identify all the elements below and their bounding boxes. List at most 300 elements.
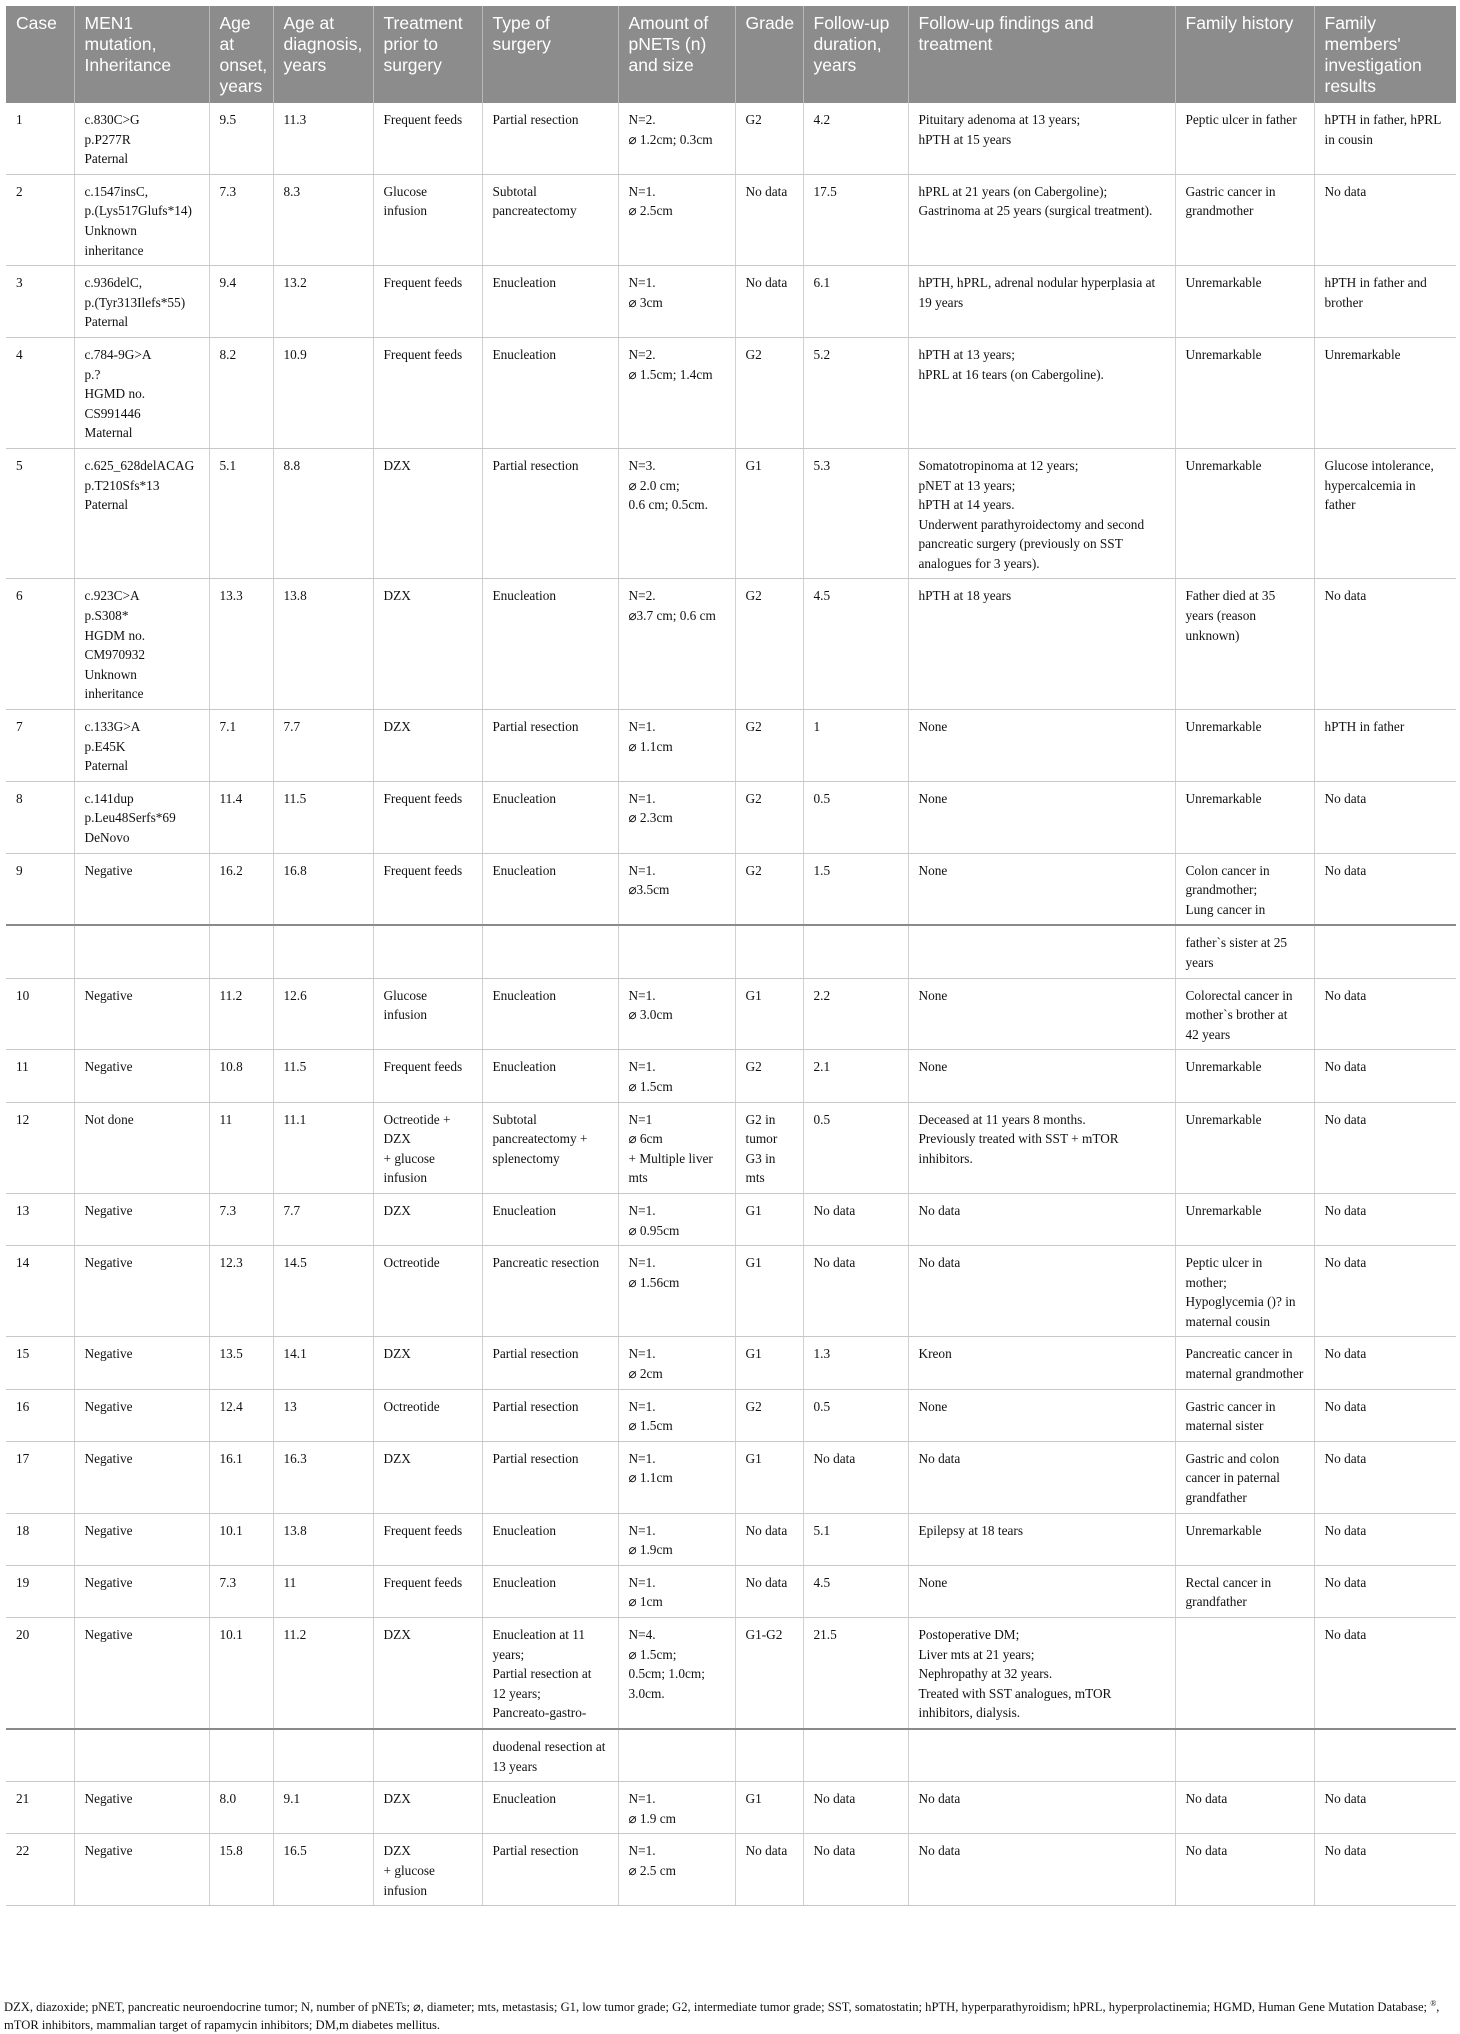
cell-treatment-prior: DZX	[373, 448, 482, 579]
cell-treatment-prior: Glucose infusion	[373, 174, 482, 265]
cell-surgery-type: Enucleation	[482, 1513, 618, 1565]
cell-surgery-type: Subtotal pancreatectomy	[482, 174, 618, 265]
cell-grade: G1	[735, 978, 803, 1050]
cell-pnet-amount: N=1. ⌀ 1.1cm	[618, 710, 735, 782]
table-row	[6, 1834, 1456, 1906]
header-family-investigation: Family members' investigation results	[1314, 6, 1456, 103]
cell-treatment-prior: Frequent feeds	[373, 1513, 482, 1565]
table-row	[6, 1050, 1456, 1102]
cell-age-onset: 10.1	[209, 1618, 273, 1729]
cell-age-onset: 11	[209, 1102, 273, 1193]
cell-surgery-type: Enucleation	[482, 1782, 618, 1834]
table-row	[6, 337, 1456, 448]
cell-followup-duration: No data	[803, 1193, 908, 1245]
cell-surgery-type: Partial resection	[482, 1441, 618, 1513]
table-header	[6, 6, 1456, 103]
cell-grade: G2	[735, 781, 803, 853]
cell-treatment-prior: DZX	[373, 1337, 482, 1389]
cell-family-investigation: No data	[1314, 978, 1456, 1050]
cell-pnet-amount: N=2. ⌀ 1.5cm; 1.4cm	[618, 337, 735, 448]
cell-pnet-amount: N=1. ⌀ 1.9 cm	[618, 1782, 735, 1834]
cell-family-investigation: No data	[1314, 1337, 1456, 1389]
cell-followup-findings: hPTH, hPRL, adrenal nodular hyperplasia at 19 years	[908, 266, 1175, 338]
cell-family-investigation: No data	[1314, 174, 1456, 265]
cell-case: 19	[6, 1565, 74, 1617]
cell-followup-findings: Deceased at 11 years 8 months. Previously treated with SST + mTOR inhibitors.	[908, 1102, 1175, 1193]
header-men1-mutation: MEN1 mutation, Inheritance	[74, 6, 209, 103]
cell-followup-findings: None	[908, 853, 1175, 925]
cell-pnet-amount: N=1 ⌀ 6cm + Multiple liver mts	[618, 1102, 735, 1193]
cell-grade: G1	[735, 1441, 803, 1513]
cell-grade: G2	[735, 103, 803, 174]
cell-men1-mutation: Negative	[74, 978, 209, 1050]
cell-family-history: Rectal cancer in grandfather	[1175, 1565, 1314, 1617]
clinical-data-table-container	[6, 6, 1456, 1906]
cell-case: 21	[6, 1782, 74, 1834]
cell-surgery-type: Enucleation	[482, 337, 618, 448]
cell-family-investigation: No data	[1314, 1441, 1456, 1513]
cell-age-onset	[209, 1729, 273, 1782]
table-row	[6, 1246, 1456, 1337]
cell-case	[6, 925, 74, 978]
cell-pnet-amount: N=1. ⌀ 1.56cm	[618, 1246, 735, 1337]
cell-case: 18	[6, 1513, 74, 1565]
table-row	[6, 1337, 1456, 1389]
cell-age-diagnosis: 16.8	[273, 853, 373, 925]
cell-grade: G1-G2	[735, 1618, 803, 1729]
header-followup-duration: Follow-up duration, years	[803, 6, 908, 103]
cell-age-onset: 7.3	[209, 174, 273, 265]
cell-case: 16	[6, 1389, 74, 1441]
cell-case	[6, 1729, 74, 1782]
cell-pnet-amount: N=3. ⌀ 2.0 cm; 0.6 cm; 0.5cm.	[618, 448, 735, 579]
cell-age-onset: 7.3	[209, 1565, 273, 1617]
cell-age-onset: 9.4	[209, 266, 273, 338]
clinical-data-table	[6, 6, 1456, 1906]
cell-men1-mutation: Negative	[74, 1441, 209, 1513]
cell-pnet-amount	[618, 925, 735, 978]
cell-followup-findings: None	[908, 1565, 1175, 1617]
cell-age-onset	[209, 925, 273, 978]
cell-men1-mutation: Negative	[74, 1834, 209, 1906]
cell-case: 3	[6, 266, 74, 338]
cell-men1-mutation: Negative	[74, 1050, 209, 1102]
cell-surgery-type: Enucleation	[482, 266, 618, 338]
cell-surgery-type: Enucleation	[482, 853, 618, 925]
cell-family-investigation: hPTH in father and brother	[1314, 266, 1456, 338]
cell-family-investigation: Glucose intolerance, hypercalcemia in father	[1314, 448, 1456, 579]
cell-family-investigation: No data	[1314, 1618, 1456, 1729]
cell-family-history: Colon cancer in grandmother; Lung cancer in	[1175, 853, 1314, 925]
cell-family-investigation	[1314, 1729, 1456, 1782]
cell-followup-findings: None	[908, 978, 1175, 1050]
cell-followup-findings: Somatotropinoma at 12 years; pNET at 13 years; hPTH at 14 years. Underwent parathyroidectomy and second pancreatic surgery (previously on SST analogues for 3 years).	[908, 448, 1175, 579]
cell-age-onset: 12.3	[209, 1246, 273, 1337]
cell-grade	[735, 1729, 803, 1782]
cell-pnet-amount: N=1. ⌀ 1cm	[618, 1565, 735, 1617]
cell-pnet-amount: N=1. ⌀ 1.9cm	[618, 1513, 735, 1565]
table-row	[6, 1565, 1456, 1617]
cell-age-onset: 16.1	[209, 1441, 273, 1513]
cell-grade: G2	[735, 337, 803, 448]
cell-followup-duration	[803, 1729, 908, 1782]
header-age-onset: Age at onset, years	[209, 6, 273, 103]
cell-age-diagnosis: 12.6	[273, 978, 373, 1050]
cell-family-investigation: hPTH in father	[1314, 710, 1456, 782]
cell-grade: No data	[735, 1565, 803, 1617]
header-pnet-amount: Amount of pNETs (n) and size	[618, 6, 735, 103]
cell-followup-duration: 6.1	[803, 266, 908, 338]
cell-grade: G1	[735, 1246, 803, 1337]
cell-surgery-type: Pancreatic resection	[482, 1246, 618, 1337]
cell-age-diagnosis: 14.5	[273, 1246, 373, 1337]
footnote-text-end: , mTOR inhibitors, mammalian target of rapamycin inhibitors; DM,m diabetes mellitus.	[4, 2000, 1440, 2032]
cell-age-onset: 9.5	[209, 103, 273, 174]
cell-grade: G1	[735, 1193, 803, 1245]
cell-family-investigation: No data	[1314, 1050, 1456, 1102]
cell-men1-mutation: c.830C>G p.P277R Paternal	[74, 103, 209, 174]
cell-case: 2	[6, 174, 74, 265]
cell-followup-findings: None	[908, 1389, 1175, 1441]
cell-age-onset: 16.2	[209, 853, 273, 925]
cell-pnet-amount: N=4. ⌀ 1.5cm; 0.5cm; 1.0cm; 3.0cm.	[618, 1618, 735, 1729]
cell-treatment-prior: DZX	[373, 1193, 482, 1245]
cell-followup-duration: No data	[803, 1834, 908, 1906]
cell-followup-findings: hPTH at 18 years	[908, 579, 1175, 710]
cell-treatment-prior: Octreotide + DZX + glucose infusion	[373, 1102, 482, 1193]
cell-age-diagnosis: 14.1	[273, 1337, 373, 1389]
cell-age-diagnosis: 11	[273, 1565, 373, 1617]
cell-family-history: Peptic ulcer in father	[1175, 103, 1314, 174]
cell-age-diagnosis: 16.5	[273, 1834, 373, 1906]
cell-followup-findings: No data	[908, 1193, 1175, 1245]
cell-surgery-type: Enucleation	[482, 1565, 618, 1617]
cell-pnet-amount	[618, 1729, 735, 1782]
cell-followup-findings	[908, 1729, 1175, 1782]
cell-age-onset: 12.4	[209, 1389, 273, 1441]
cell-treatment-prior: Frequent feeds	[373, 1565, 482, 1617]
cell-family-investigation: No data	[1314, 1782, 1456, 1834]
cell-men1-mutation: Negative	[74, 1565, 209, 1617]
cell-men1-mutation: c.784-9G>A p.? HGMD no. CS991446 Maternal	[74, 337, 209, 448]
cell-followup-duration: No data	[803, 1782, 908, 1834]
cell-followup-findings: None	[908, 781, 1175, 853]
table-row	[6, 1441, 1456, 1513]
cell-pnet-amount: N=1. ⌀ 2.5cm	[618, 174, 735, 265]
table-row	[6, 1193, 1456, 1245]
cell-followup-duration: 4.2	[803, 103, 908, 174]
cell-pnet-amount: N=1. ⌀ 3cm	[618, 266, 735, 338]
cell-men1-mutation: c.133G>A p.E45K Paternal	[74, 710, 209, 782]
cell-followup-duration: 4.5	[803, 579, 908, 710]
cell-case: 6	[6, 579, 74, 710]
cell-case: 1	[6, 103, 74, 174]
cell-followup-duration: 17.5	[803, 174, 908, 265]
cell-surgery-type: Enucleation	[482, 1050, 618, 1102]
cell-followup-duration: 4.5	[803, 1565, 908, 1617]
cell-followup-duration: 1	[803, 710, 908, 782]
cell-followup-findings: No data	[908, 1834, 1175, 1906]
cell-age-diagnosis: 11.3	[273, 103, 373, 174]
cell-case: 15	[6, 1337, 74, 1389]
cell-family-history	[1175, 1618, 1314, 1729]
cell-grade: G2	[735, 853, 803, 925]
cell-treatment-prior: Frequent feeds	[373, 266, 482, 338]
cell-family-history: Unremarkable	[1175, 710, 1314, 782]
cell-followup-duration: 5.2	[803, 337, 908, 448]
cell-age-diagnosis: 13.8	[273, 579, 373, 710]
cell-treatment-prior: DZX	[373, 1782, 482, 1834]
cell-pnet-amount: N=2. ⌀ 1.2cm; 0.3cm	[618, 103, 735, 174]
cell-family-investigation: No data	[1314, 781, 1456, 853]
cell-age-onset: 8.2	[209, 337, 273, 448]
cell-family-history: Unremarkable	[1175, 781, 1314, 853]
cell-followup-findings	[908, 925, 1175, 978]
cell-age-diagnosis	[273, 925, 373, 978]
cell-men1-mutation	[74, 925, 209, 978]
cell-surgery-type: Partial resection	[482, 1337, 618, 1389]
table-row	[6, 1618, 1456, 1729]
cell-grade: G1	[735, 448, 803, 579]
header-grade: Grade	[735, 6, 803, 103]
cell-followup-duration: 0.5	[803, 1102, 908, 1193]
cell-family-investigation: No data	[1314, 1513, 1456, 1565]
cell-case: 9	[6, 853, 74, 925]
cell-followup-duration: 2.2	[803, 978, 908, 1050]
table-row	[6, 853, 1456, 925]
cell-family-investigation	[1314, 925, 1456, 978]
cell-age-onset: 8.0	[209, 1782, 273, 1834]
cell-pnet-amount: N=1. ⌀ 1.5cm	[618, 1050, 735, 1102]
cell-followup-duration: 1.5	[803, 853, 908, 925]
cell-followup-duration: 21.5	[803, 1618, 908, 1729]
cell-followup-duration: 0.5	[803, 781, 908, 853]
cell-men1-mutation: Negative	[74, 1389, 209, 1441]
table-row	[6, 1782, 1456, 1834]
cell-followup-findings: Postoperative DM; Liver mts at 21 years; Nephropathy at 32 years. Treated with SST analogues, mTOR inhibitors, dialysis.	[908, 1618, 1175, 1729]
cell-age-diagnosis	[273, 1729, 373, 1782]
cell-age-diagnosis: 16.3	[273, 1441, 373, 1513]
cell-treatment-prior: Octreotide	[373, 1246, 482, 1337]
registered-mark: ®	[1430, 1998, 1437, 2008]
cell-surgery-type: duodenal resection at 13 years	[482, 1729, 618, 1782]
cell-age-diagnosis: 13.2	[273, 266, 373, 338]
cell-surgery-type: Partial resection	[482, 103, 618, 174]
cell-followup-findings: None	[908, 1050, 1175, 1102]
cell-family-history	[1175, 1729, 1314, 1782]
cell-followup-findings: Pituitary adenoma at 13 years; hPTH at 15 years	[908, 103, 1175, 174]
cell-family-history: Colorectal cancer in mother`s brother at 42 years	[1175, 978, 1314, 1050]
cell-age-diagnosis: 11.5	[273, 1050, 373, 1102]
cell-followup-findings: No data	[908, 1246, 1175, 1337]
cell-family-history: Unremarkable	[1175, 266, 1314, 338]
cell-men1-mutation: c.923C>A p.S308* HGDM no. CM970932 Unknown inheritance	[74, 579, 209, 710]
cell-treatment-prior: Glucose infusion	[373, 978, 482, 1050]
table-row	[6, 448, 1456, 579]
cell-men1-mutation: Not done	[74, 1102, 209, 1193]
table-row	[6, 174, 1456, 265]
cell-men1-mutation: c.1547insC, p.(Lys517Glufs*14) Unknown inheritance	[74, 174, 209, 265]
cell-followup-duration: No data	[803, 1246, 908, 1337]
footnote-text-start: DZX, diazoxide; pNET, pancreatic neuroendocrine tumor; N, number of pNETs; ⌀, diameter; mts, metastasis; G1, low tumor grade; G2, intermediate tumor grade; SST, somatostatin; hPTH, hyperparathyroidism; hPRL, hyperprolactinemia; HGMD, Human Gene Mutation Database;	[4, 2000, 1431, 2014]
cell-treatment-prior: Frequent feeds	[373, 1050, 482, 1102]
cell-followup-duration: 0.5	[803, 1389, 908, 1441]
cell-age-onset: 10.8	[209, 1050, 273, 1102]
cell-age-diagnosis: 8.3	[273, 174, 373, 265]
cell-family-history: Unremarkable	[1175, 448, 1314, 579]
cell-age-onset: 11.2	[209, 978, 273, 1050]
cell-case: 10	[6, 978, 74, 1050]
table-row	[6, 710, 1456, 782]
cell-family-investigation: No data	[1314, 853, 1456, 925]
cell-family-history: Unremarkable	[1175, 1102, 1314, 1193]
cell-family-history: Peptic ulcer in mother; Hypoglycemia ()? in maternal cousin	[1175, 1246, 1314, 1337]
cell-age-diagnosis: 10.9	[273, 337, 373, 448]
cell-surgery-type	[482, 925, 618, 978]
cell-men1-mutation: c.141dup p.Leu48Serfs*69 DeNovo	[74, 781, 209, 853]
cell-pnet-amount: N=1. ⌀3.5cm	[618, 853, 735, 925]
cell-followup-duration: 5.3	[803, 448, 908, 579]
cell-case: 12	[6, 1102, 74, 1193]
cell-surgery-type: Partial resection	[482, 710, 618, 782]
cell-grade: G2	[735, 579, 803, 710]
cell-followup-findings: No data	[908, 1441, 1175, 1513]
cell-treatment-prior: DZX	[373, 710, 482, 782]
cell-family-investigation: No data	[1314, 1246, 1456, 1337]
cell-men1-mutation: Negative	[74, 1513, 209, 1565]
cell-case: 17	[6, 1441, 74, 1513]
cell-men1-mutation: c.625_628delACAG p.T210Sfs*13 Paternal	[74, 448, 209, 579]
cell-men1-mutation: Negative	[74, 1246, 209, 1337]
cell-grade: G1	[735, 1337, 803, 1389]
cell-age-diagnosis: 11.1	[273, 1102, 373, 1193]
header-followup-findings: Follow-up findings and treatment	[908, 6, 1175, 103]
cell-family-investigation: hPTH in father, hPRL in cousin	[1314, 103, 1456, 174]
cell-age-onset: 10.1	[209, 1513, 273, 1565]
table-row	[6, 579, 1456, 710]
cell-followup-findings: Kreon	[908, 1337, 1175, 1389]
cell-pnet-amount: N=1. ⌀ 1.1cm	[618, 1441, 735, 1513]
cell-pnet-amount: N=2. ⌀3.7 cm; 0.6 cm	[618, 579, 735, 710]
cell-grade: G2	[735, 1389, 803, 1441]
header-case: Case	[6, 6, 74, 103]
cell-surgery-type: Enucleation	[482, 1193, 618, 1245]
cell-age-diagnosis: 11.5	[273, 781, 373, 853]
cell-followup-findings: No data	[908, 1782, 1175, 1834]
cell-grade: No data	[735, 174, 803, 265]
cell-age-diagnosis: 13	[273, 1389, 373, 1441]
cell-age-onset: 13.5	[209, 1337, 273, 1389]
cell-case: 20	[6, 1618, 74, 1729]
cell-case: 4	[6, 337, 74, 448]
cell-age-diagnosis: 9.1	[273, 1782, 373, 1834]
cell-followup-duration: 2.1	[803, 1050, 908, 1102]
cell-followup-duration: 1.3	[803, 1337, 908, 1389]
cell-case: 22	[6, 1834, 74, 1906]
cell-men1-mutation: Negative	[74, 1618, 209, 1729]
cell-case: 11	[6, 1050, 74, 1102]
table-row	[6, 103, 1456, 174]
table-row	[6, 1513, 1456, 1565]
cell-family-history: Unremarkable	[1175, 1193, 1314, 1245]
cell-surgery-type: Partial resection	[482, 1389, 618, 1441]
cell-family-investigation: No data	[1314, 579, 1456, 710]
cell-pnet-amount: N=1. ⌀ 2cm	[618, 1337, 735, 1389]
cell-pnet-amount: N=1. ⌀ 0.95cm	[618, 1193, 735, 1245]
cell-treatment-prior: DZX + glucose infusion	[373, 1834, 482, 1906]
cell-family-history: Gastric and colon cancer in paternal grandfather	[1175, 1441, 1314, 1513]
cell-surgery-type: Partial resection	[482, 448, 618, 579]
cell-men1-mutation	[74, 1729, 209, 1782]
cell-grade: No data	[735, 1834, 803, 1906]
cell-surgery-type: Enucleation	[482, 579, 618, 710]
cell-age-onset: 5.1	[209, 448, 273, 579]
cell-surgery-type: Partial resection	[482, 1834, 618, 1906]
cell-surgery-type: Enucleation	[482, 781, 618, 853]
cell-grade: No data	[735, 1513, 803, 1565]
cell-age-diagnosis: 8.8	[273, 448, 373, 579]
cell-treatment-prior: DZX	[373, 1441, 482, 1513]
cell-pnet-amount: N=1. ⌀ 2.3cm	[618, 781, 735, 853]
cell-grade: G1	[735, 1782, 803, 1834]
cell-treatment-prior: DZX	[373, 1618, 482, 1729]
cell-pnet-amount: N=1. ⌀ 1.5cm	[618, 1389, 735, 1441]
cell-case: 14	[6, 1246, 74, 1337]
cell-case: 8	[6, 781, 74, 853]
cell-surgery-type: Subtotal pancreatectomy + splenectomy	[482, 1102, 618, 1193]
cell-treatment-prior: Octreotide	[373, 1389, 482, 1441]
table-row	[6, 266, 1456, 338]
table-row	[6, 1102, 1456, 1193]
cell-family-history: father`s sister at 25 years	[1175, 925, 1314, 978]
cell-grade: No data	[735, 266, 803, 338]
cell-family-history: Pancreatic cancer in maternal grandmother	[1175, 1337, 1314, 1389]
cell-case: 7	[6, 710, 74, 782]
table-row	[6, 1389, 1456, 1441]
cell-men1-mutation: c.936delC, p.(Tyr313Ilefs*55) Paternal	[74, 266, 209, 338]
cell-family-history: Gastric cancer in grandmother	[1175, 174, 1314, 265]
table-row	[6, 781, 1456, 853]
table-row-continuation	[6, 1729, 1456, 1782]
cell-treatment-prior: Frequent feeds	[373, 103, 482, 174]
cell-case: 13	[6, 1193, 74, 1245]
cell-men1-mutation: Negative	[74, 1193, 209, 1245]
cell-family-history: Gastric cancer in maternal sister	[1175, 1389, 1314, 1441]
cell-grade: G2	[735, 1050, 803, 1102]
table-footnote	[4, 1998, 1456, 2034]
cell-surgery-type: Enucleation at 11 years; Partial resection at 12 years; Pancreato-gastro-	[482, 1618, 618, 1729]
cell-followup-findings: hPRL at 21 years (on Cabergoline); Gastrinoma at 25 years (surgical treatment).	[908, 174, 1175, 265]
cell-grade	[735, 925, 803, 978]
cell-family-investigation: Unremarkable	[1314, 337, 1456, 448]
cell-followup-duration	[803, 925, 908, 978]
cell-treatment-prior: Frequent feeds	[373, 853, 482, 925]
cell-family-history: Unremarkable	[1175, 1513, 1314, 1565]
cell-case: 5	[6, 448, 74, 579]
cell-followup-findings: None	[908, 710, 1175, 782]
cell-family-history: Father died at 35 years (reason unknown)	[1175, 579, 1314, 710]
table-row	[6, 978, 1456, 1050]
cell-pnet-amount: N=1. ⌀ 2.5 cm	[618, 1834, 735, 1906]
cell-family-investigation: No data	[1314, 1389, 1456, 1441]
cell-men1-mutation: Negative	[74, 853, 209, 925]
cell-age-onset: 7.3	[209, 1193, 273, 1245]
table-row-continuation	[6, 925, 1456, 978]
cell-family-history: No data	[1175, 1834, 1314, 1906]
cell-surgery-type: Enucleation	[482, 978, 618, 1050]
table-body	[6, 103, 1456, 1906]
cell-family-history: Unremarkable	[1175, 1050, 1314, 1102]
